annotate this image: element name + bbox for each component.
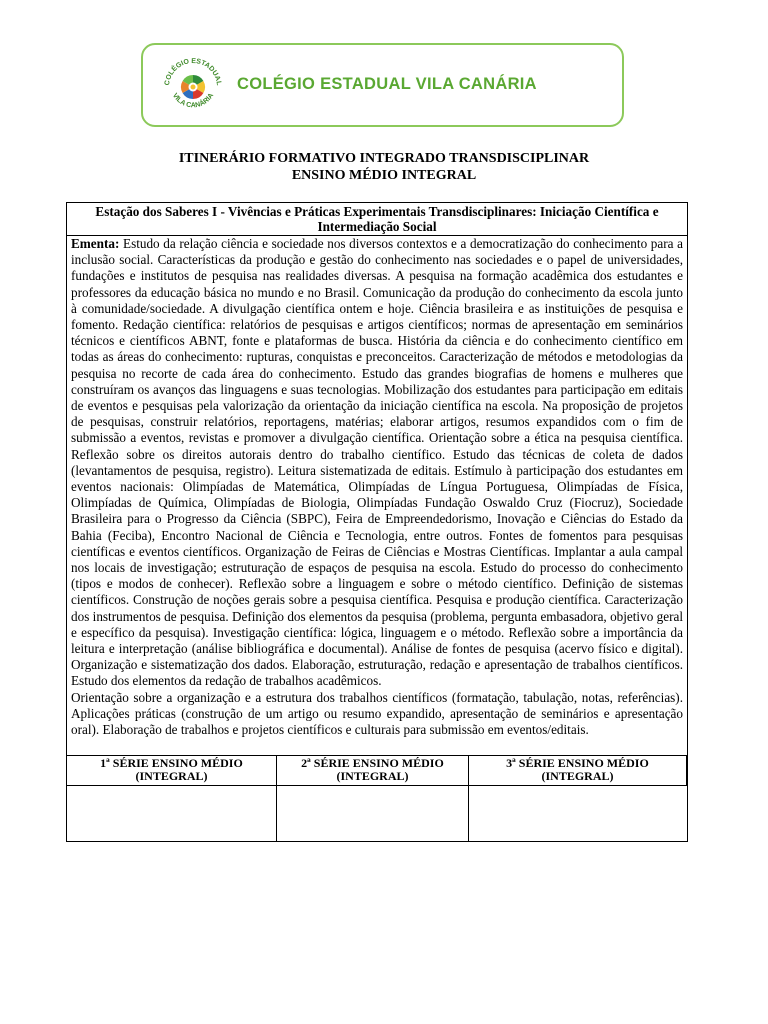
series-cell-3[interactable] [469,786,687,841]
school-logo [159,51,227,119]
ementa-paragraph-1 [71,236,683,690]
series-header-1-line1: 1ª SÉRIE ENSINO MÉDIO [100,756,243,771]
series-header-3-line1: 3ª SÉRIE ENSINO MÉDIO [506,756,649,771]
station-title: Estação dos Saberes I - Vivências e Práticas Experimentais Transdisciplinares: Iniciação Científica e Intermediação Social [67,203,687,236]
series-header-2-line1: 2ª SÉRIE ENSINO MÉDIO [301,756,444,771]
logo-text-top: COLÉGIO ESTADUAL [163,57,223,86]
ementa-section [67,236,687,755]
series-grid [67,755,687,841]
document-title: ITINERÁRIO FORMATIVO INTEGRADO TRANSDISCIPLINAR [178,151,590,166]
syllabus-table [66,202,688,842]
school-name: COLÉGIO ESTADUAL VILA CANÁRIA [237,75,537,93]
series-cell-2[interactable] [277,786,469,841]
ementa-text-1: Estudo da relação ciência e sociedade nos diversos contextos e a democratização do conhecimento para a inclusão social. Características da produção e gestão do conhecimento nas sociedades e o papel de universidades, fundações e institutos de pesquisa nas realidades diversas. A pesquisa na formação acadêmica dos estudantes e professores da educação básica no mundo e no Brasil. Comunicação da produção do conhecimento da escola junto à comunidade/sociedade. A divulgação científica ontem e hoje. Ciência brasileira e as instituições de pesquisa e fomento. Redação científica: relatórios de pesquisas e artigos científicos; normas de apresentação em seminários técnicos e científicos ABNT, fonte e plataformas de busca. História da ciência e do conhecimento científico em todas as áreas do conhecimento: rupturas, conquistas e preconceitos. Caracterização de métodos e metodologias da pesquisa no recorte de cada área do conhecimento. Estudo das grandes biografias de homens e mulheres que construíram os avanços das linguagens e suas tecnologias. Mobilização dos estudantes para participação em editais de eventos e pesquisas pela valorização da orientação da iniciação científica na escola. Na proposição de projetos de pesquisas, construir relatórios, reportagens, matérias; elaborar artigos, resumos expandidos com o fim de submissão a eventos, revistas e promover a divulgação científica. Orientação sobre a ética na pesquisa científica. Reflexão sobre os direitos autorais dentro do trabalho científico. Estudo das técnicas de coleta de dados (levantamentos de pesquisa, registro). Leitura sistematizada de editais. Estímulo à participação dos estudantes em eventos nacionais: Olimpíadas de Matemática, Olimpíadas de Língua Portuguesa, Olimpíadas de Física, Olimpíadas de Química, Olimpíadas de Biologia, Olimpíadas Fundação Oswaldo Cruz (Fiocruz), Sociedade Brasileira para o Progresso da Ciência (SBPC), Feira de Empreendedorismo, Inovação e Ciências do Estado da Bahia (Feciba), Encontro Nacional de Ciência e Tecnologia, entre outros. Fontes de fomentos para pesquisas científicas e eventos científicos. Organização de Feiras de Ciências e Mostras Científicas. Implantar a aula campal nos locais de investigação; estruturação de espaços de pesquisa na escola. Estudo do processo do conhecimento (tipos e modos de conhecer). Reflexão sobre a linguagem e sobre o método científico. Definição de sistemas científicos. Construção de noções gerais sobre a pesquisa científica. Pesquisa e produção científica. Caracterização dos instrumentos de pesquisa. Definição dos elementos da pesquisa (problema, pergunta embasadora, objetivo geral e específico da pesquisa). Investigação científica: lógica, linguagem e o método. Reflexão sobre a importância da leitura e interpretação (análise bibliográfica e documental). Análise de fontes de pesquisa (acervo físico e digital). Organização e sistematização dos dados. Elaboração, estruturação, redação e apresentação de trabalhos científicos. Estudo dos elementos da redação de trabalhos acadêmicos. [71,236,683,689]
series-cell-1[interactable] [67,786,277,841]
series-header-2-line2: (INTEGRAL) [336,769,409,784]
ementa-paragraph-2: Orientação sobre a organização e a estrutura dos trabalhos científicos (formatação, tabulação, notas, referências). Aplicações práticas (construção de um artigo ou resumo expandido, apresentação de seminários e apresentação oral). Elaboração de trabalhos e projetos científicos e culturais para submissão em eventos/editais. [71,689,683,738]
school-header [141,43,624,127]
series-header-1 [67,756,277,786]
document-subtitle: ENSINO MÉDIO INTEGRAL [291,168,477,183]
logo-text-bottom: VILA CANÁRIA [170,92,216,110]
series-header-2 [277,756,469,786]
ementa-label: Ementa: [71,236,120,251]
series-header-1-line2: (INTEGRAL) [135,769,208,784]
series-header-3 [469,756,687,786]
series-header-3-line2: (INTEGRAL) [541,769,614,784]
